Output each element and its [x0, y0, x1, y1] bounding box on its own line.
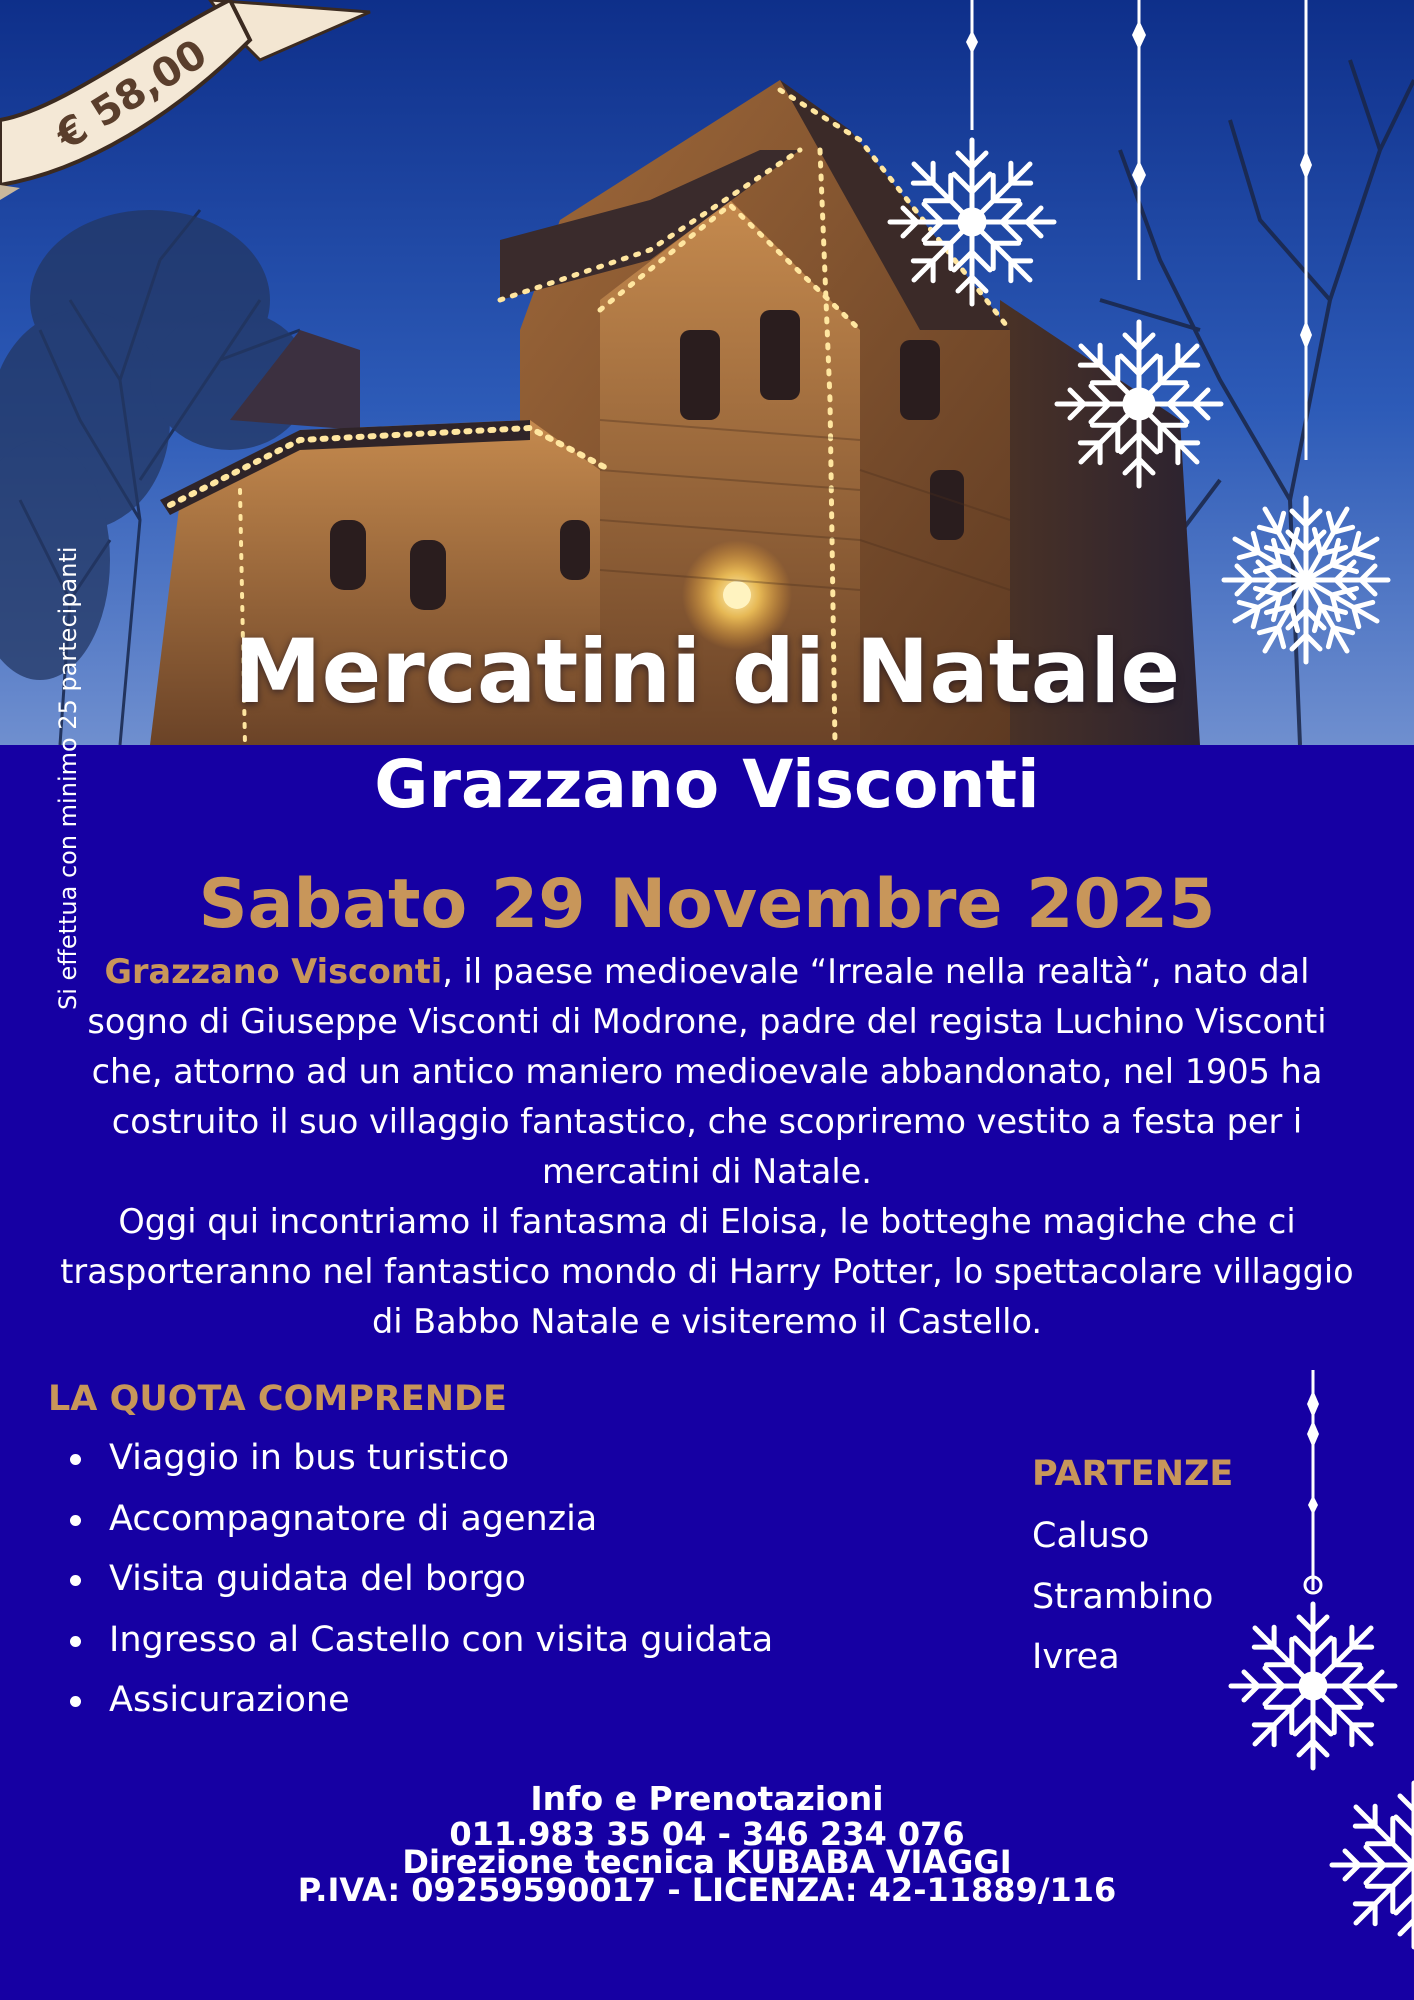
- technical-direction: Direzione tecnica KUBABA VIAGGI: [402, 1843, 1012, 1881]
- price-ribbon: [0, 0, 380, 234]
- includes-list: [48, 1428, 773, 1731]
- minimum-participants-note: Si effettua con minimo 25 partecipanti: [54, 546, 82, 1010]
- list-item-label: Visita guidata del borgo: [109, 1559, 526, 1599]
- list-item: [48, 1489, 773, 1550]
- contact-info: [0, 1778, 1414, 1909]
- bullet-icon: [70, 1454, 81, 1465]
- includes-heading: LA QUOTA COMPRENDE: [48, 1379, 507, 1419]
- description: [60, 947, 1354, 1347]
- list-item-label: Ingresso al Castello con visita guidata: [109, 1619, 774, 1660]
- description-highlight: Grazzano Visconti: [104, 952, 443, 991]
- description-paragraph-1: , il paese medioevale “Irreale nella realtà“, nato dal sogno di Giuseppe Visconti di Modrone, padre del regista Luchino Visconti che, attorno ad un antico maniero medioevale abbandonato, nel 1905 ha costruito il suo villaggio fantastico, che scopriremo vestito a festa per i mercatini di Natale.: [87, 952, 1327, 1191]
- bullet-icon: [70, 1575, 81, 1586]
- bullet-icon: [70, 1696, 81, 1707]
- list-item: [48, 1610, 773, 1671]
- departure-item: Caluso: [1032, 1516, 1150, 1556]
- bullet-icon: [70, 1636, 81, 1647]
- departure-item: Ivrea: [1032, 1637, 1120, 1677]
- list-item-label: Assicurazione: [109, 1680, 350, 1720]
- phone-numbers: 011.983 35 04 - 346 234 076: [449, 1815, 965, 1853]
- page-subtitle: Grazzano Visconti: [374, 746, 1040, 823]
- list-item: [48, 1428, 773, 1489]
- departures-list: [1032, 1506, 1213, 1688]
- vat-license: P.IVA: 09259590017 - LICENZA: 42-11889/116: [297, 1871, 1117, 1909]
- list-item: [48, 1549, 773, 1610]
- bullet-icon: [70, 1515, 81, 1526]
- page-title: Mercatini di Natale: [234, 620, 1180, 723]
- snowflake-ornament-icon: [1210, 1370, 1414, 2000]
- list-item-label: Accompagnatore di agenzia: [109, 1498, 598, 1539]
- departure-item: Strambino: [1032, 1576, 1214, 1617]
- list-item-label: Viaggio in bus turistico: [109, 1438, 510, 1478]
- list-item: [48, 1670, 773, 1731]
- description-paragraph-2: Oggi qui incontriamo il fantasma di Eloisa, le botteghe magiche che ci trasporteranno nel fantastico mondo di Harry Potter, lo spettacolare villaggio di Babbo Natale e visiteremo il Castello.: [60, 1202, 1354, 1341]
- event-date: Sabato 29 Novembre 2025: [198, 865, 1216, 944]
- info-heading: Info e Prenotazioni: [530, 1779, 884, 1818]
- departures-heading: PARTENZE: [1032, 1454, 1234, 1494]
- price-label: € 58,00: [48, 30, 216, 160]
